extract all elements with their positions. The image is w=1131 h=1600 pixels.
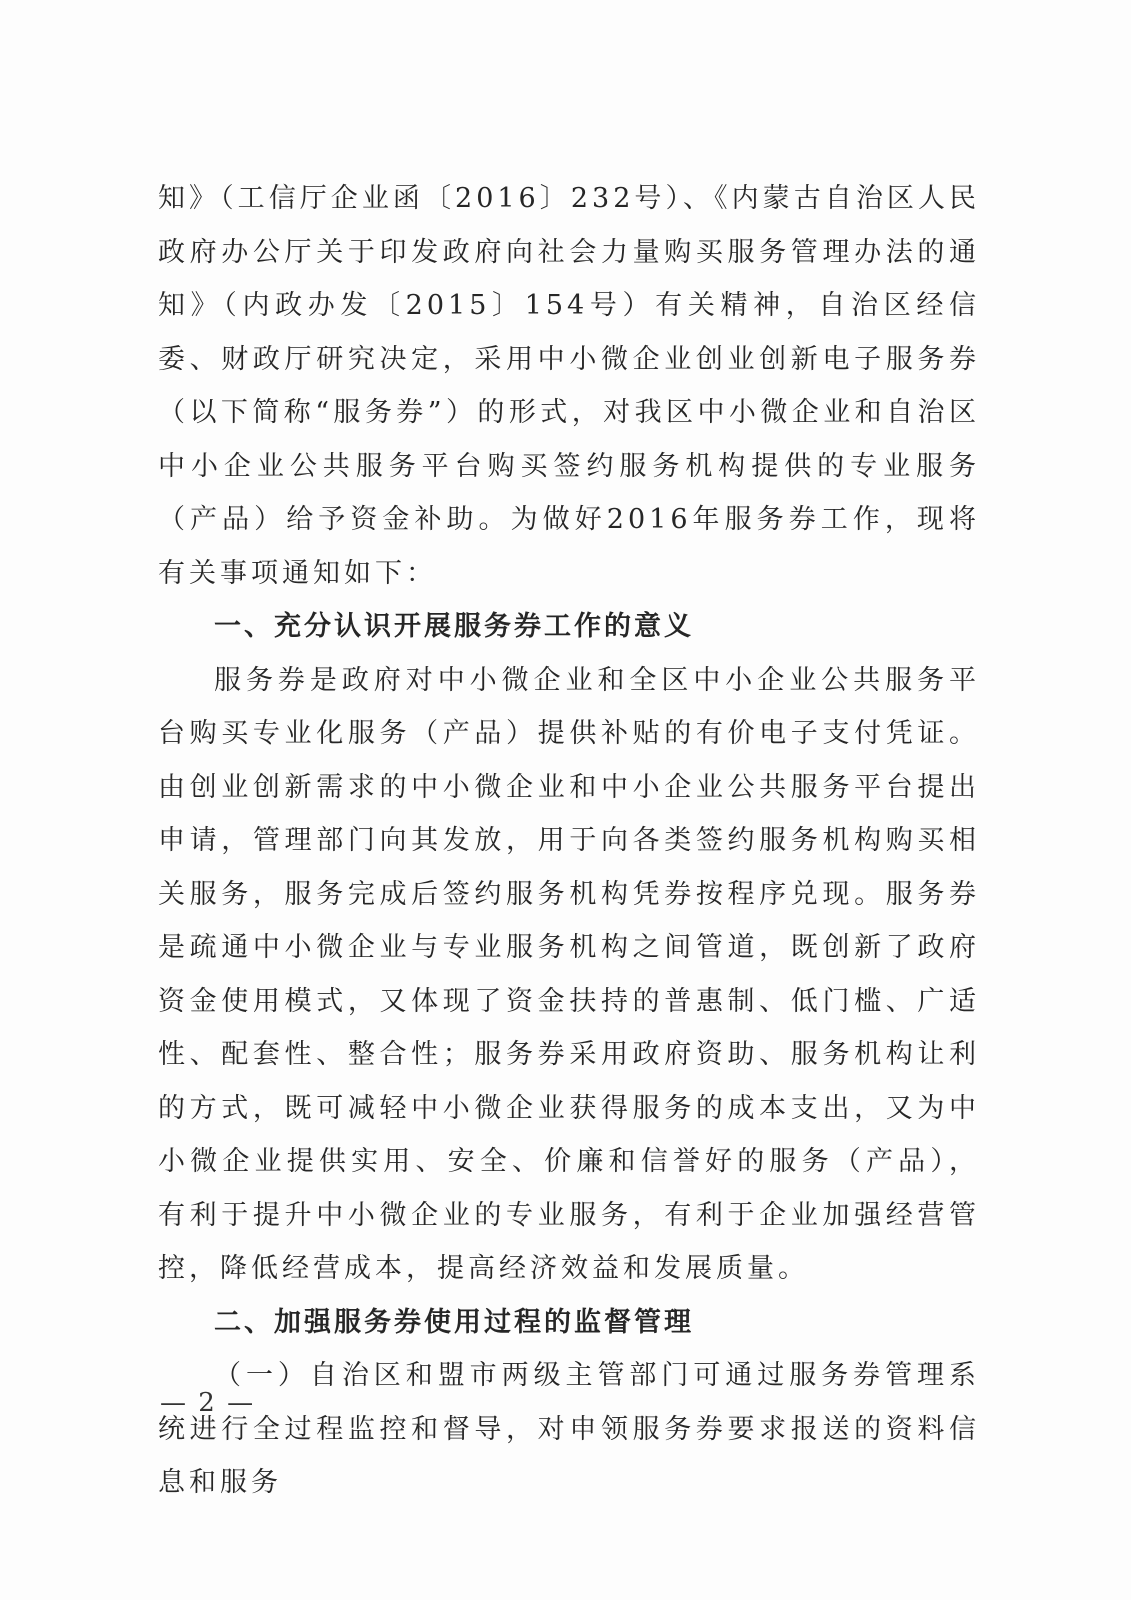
page-number: — 2 — <box>160 1388 256 1418</box>
section-heading-1: 一、充分认识开展服务券工作的意义 <box>214 611 694 642</box>
section-heading-2: 二、加强服务券使用过程的监督管理 <box>214 1306 694 1338</box>
paragraph-intro: 知》（工信厅企业函〔2016〕232号）、《内蒙古自治区人民政府办公厅关于印发政府向社会力量购买服务管理办法的通知》（内政办发〔2015〕154号）有关精神，自治区经信委、财政厅研究决定，采用中小微企业创业创新电子服务券（以下简称“服务券”）的形式，对我区中小微企业和自治区中小企业公共服务平台购买签约服务机构提供的专业服务（产品）给予资金补助。为做好2016年服务券工作，现将有关事项通知如下： <box>158 183 980 589</box>
paragraph-section-2: （一）自治区和盟市两级主管部门可通过服务券管理系统进行全过程监控和督导，对申领服务券要求报送的资料信息和服务 <box>158 1360 980 1498</box>
paragraph-section-1: 服务券是政府对中小微企业和全区中小企业公共服务平台购买专业化服务（产品）提供补贴的有价电子支付凭证。由创业创新需求的中小微企业和中小企业公共服务平台提出申请，管理部门向其发放，用于向各类签约服务机构购买相关服务，服务完成后签约服务机构凭券按程序兑现。服务券是疏通中小微企业与专业服务机构之间管道，既创新了政府资金使用模式，又体现了资金扶持的普惠制、低门槛、广适性、配套性、整合性；服务券采用政府资助、服务机构让利的方式，既可减轻中小微企业获得服务的成本支出，又为中小微企业提供实用、安全、价廉和信誉好的服务（产品），有利于提升中小微企业的专业服务，有利于企业加强经营管控，降低经营成本，提高经济效益和发展质量。 <box>158 664 980 1284</box>
document-body <box>158 172 980 1510</box>
